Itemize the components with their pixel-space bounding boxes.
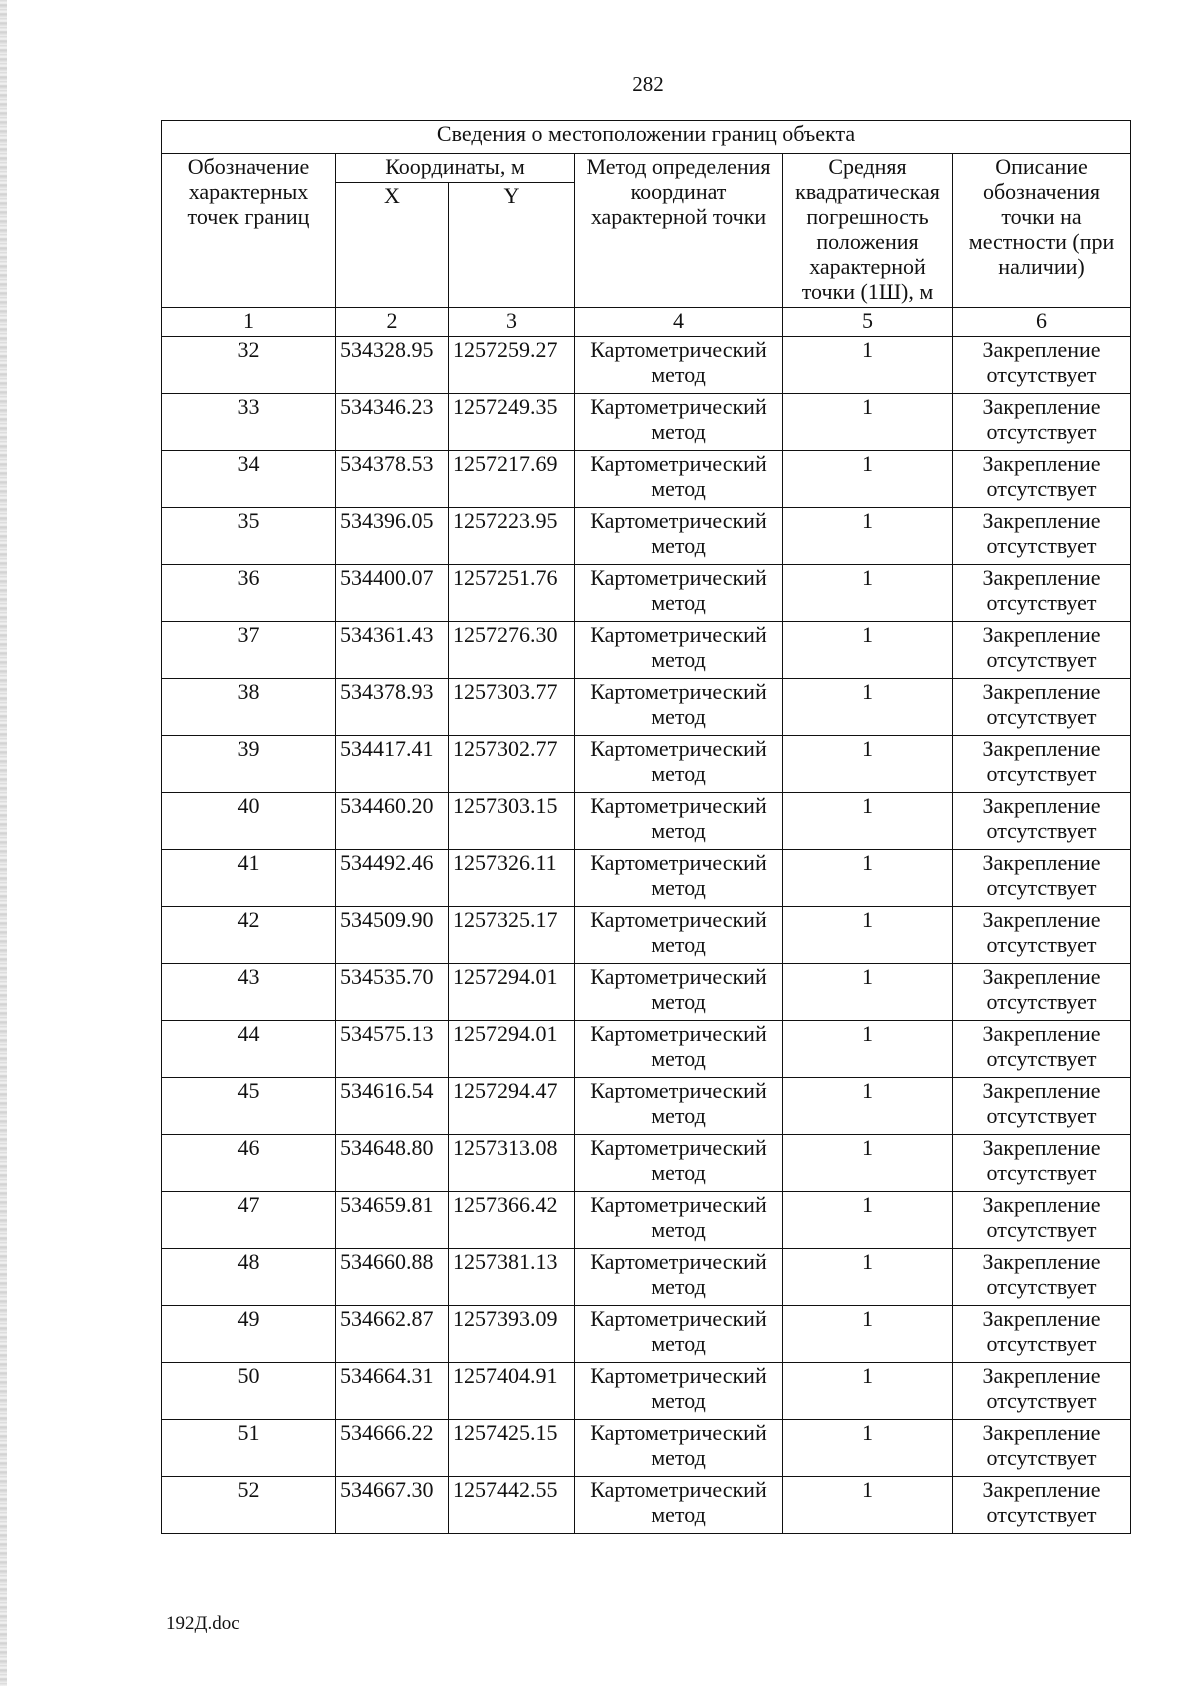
cell-y: 1257303.77: [449, 679, 575, 736]
table-row: [162, 793, 1131, 850]
cell-method: Картометрический метод: [575, 337, 783, 394]
cell-error: 1: [783, 622, 953, 679]
cell-point: 51: [162, 1420, 336, 1477]
cell-point: 45: [162, 1078, 336, 1135]
cell-x: 534616.54: [336, 1078, 449, 1135]
cell-description: Закрепление отсутствует: [953, 679, 1131, 736]
cell-y: 1257223.95: [449, 508, 575, 565]
column-number: 6: [953, 308, 1131, 337]
cell-x: 534492.46: [336, 850, 449, 907]
cell-error: 1: [783, 679, 953, 736]
column-number: 3: [449, 308, 575, 337]
column-number: 1: [162, 308, 336, 337]
cell-x: 534662.87: [336, 1306, 449, 1363]
cell-y: 1257326.11: [449, 850, 575, 907]
cell-y: 1257251.76: [449, 565, 575, 622]
cell-x: 534378.93: [336, 679, 449, 736]
table-row: [162, 565, 1131, 622]
cell-description: Закрепление отсутствует: [953, 565, 1131, 622]
cell-y: 1257325.17: [449, 907, 575, 964]
cell-y: 1257249.35: [449, 394, 575, 451]
table-row: [162, 964, 1131, 1021]
cell-y: 1257294.01: [449, 964, 575, 1021]
cell-x: 534378.53: [336, 451, 449, 508]
cell-x: 534417.41: [336, 736, 449, 793]
cell-description: Закрепление отсутствует: [953, 964, 1131, 1021]
cell-point: 36: [162, 565, 336, 622]
cell-y: 1257294.01: [449, 1021, 575, 1078]
table-row: [162, 1477, 1131, 1534]
cell-point: 35: [162, 508, 336, 565]
header-error: Средняя квадратическая погрешность положения характерной точки (1Ш), м: [783, 154, 953, 308]
cell-error: 1: [783, 1477, 953, 1534]
table-row: [162, 622, 1131, 679]
footer-filename: 192Д.doc: [166, 1613, 240, 1634]
cell-description: Закрепление отсутствует: [953, 508, 1131, 565]
cell-error: 1: [783, 850, 953, 907]
cell-error: 1: [783, 1363, 953, 1420]
cell-error: 1: [783, 1420, 953, 1477]
scan-edge: [0, 0, 7, 1686]
cell-description: Закрепление отсутствует: [953, 736, 1131, 793]
cell-point: 50: [162, 1363, 336, 1420]
cell-description: Закрепление отсутствует: [953, 1306, 1131, 1363]
cell-x: 534659.81: [336, 1192, 449, 1249]
boundary-coordinates-table: [161, 120, 1131, 1534]
table-row: [162, 451, 1131, 508]
cell-error: 1: [783, 1192, 953, 1249]
cell-point: 46: [162, 1135, 336, 1192]
header-x: X: [336, 183, 449, 308]
cell-point: 38: [162, 679, 336, 736]
cell-y: 1257294.47: [449, 1078, 575, 1135]
cell-y: 1257313.08: [449, 1135, 575, 1192]
cell-point: 41: [162, 850, 336, 907]
cell-y: 1257393.09: [449, 1306, 575, 1363]
cell-error: 1: [783, 1249, 953, 1306]
cell-method: Картометрический метод: [575, 1078, 783, 1135]
table-row: [162, 850, 1131, 907]
column-number: 4: [575, 308, 783, 337]
cell-y: 1257276.30: [449, 622, 575, 679]
cell-description: Закрепление отсутствует: [953, 1363, 1131, 1420]
cell-x: 534660.88: [336, 1249, 449, 1306]
cell-y: 1257404.91: [449, 1363, 575, 1420]
cell-method: Картометрический метод: [575, 1420, 783, 1477]
table-row: [162, 394, 1131, 451]
cell-y: 1257381.13: [449, 1249, 575, 1306]
cell-description: Закрепление отсутствует: [953, 793, 1131, 850]
cell-point: 42: [162, 907, 336, 964]
table-title: Сведения о местоположении границ объекта: [162, 121, 1131, 154]
cell-point: 48: [162, 1249, 336, 1306]
column-number: 2: [336, 308, 449, 337]
cell-point: 47: [162, 1192, 336, 1249]
cell-method: Картометрический метод: [575, 1021, 783, 1078]
cell-method: Картометрический метод: [575, 1135, 783, 1192]
cell-description: Закрепление отсутствует: [953, 1249, 1131, 1306]
cell-description: Закрепление отсутствует: [953, 394, 1131, 451]
cell-error: 1: [783, 565, 953, 622]
cell-description: Закрепление отсутствует: [953, 337, 1131, 394]
table-row: [162, 1249, 1131, 1306]
cell-method: Картометрический метод: [575, 1249, 783, 1306]
header-method: Метод определения координат характерной точки: [575, 154, 783, 308]
cell-x: 534509.90: [336, 907, 449, 964]
table-row: [162, 679, 1131, 736]
cell-error: 1: [783, 1306, 953, 1363]
cell-error: 1: [783, 1078, 953, 1135]
cell-x: 534396.05: [336, 508, 449, 565]
cell-error: 1: [783, 508, 953, 565]
table-row: [162, 508, 1131, 565]
header-description: Описание обозначения точки на местности (при наличии): [953, 154, 1131, 308]
cell-error: 1: [783, 1135, 953, 1192]
cell-point: 52: [162, 1477, 336, 1534]
table-row: [162, 1192, 1131, 1249]
cell-method: Картометрический метод: [575, 565, 783, 622]
cell-method: Картометрический метод: [575, 679, 783, 736]
table-row: [162, 1135, 1131, 1192]
cell-point: 33: [162, 394, 336, 451]
header-designation: Обозначение характерных точек границ: [162, 154, 336, 308]
table-row: [162, 1363, 1131, 1420]
cell-y: 1257425.15: [449, 1420, 575, 1477]
cell-x: 534666.22: [336, 1420, 449, 1477]
cell-x: 534535.70: [336, 964, 449, 1021]
cell-method: Картометрический метод: [575, 394, 783, 451]
cell-y: 1257302.77: [449, 736, 575, 793]
cell-description: Закрепление отсутствует: [953, 1477, 1131, 1534]
cell-method: Картометрический метод: [575, 451, 783, 508]
cell-method: Картометрический метод: [575, 964, 783, 1021]
cell-point: 32: [162, 337, 336, 394]
cell-error: 1: [783, 907, 953, 964]
cell-error: 1: [783, 394, 953, 451]
cell-point: 49: [162, 1306, 336, 1363]
cell-error: 1: [783, 964, 953, 1021]
cell-method: Картометрический метод: [575, 736, 783, 793]
table-row: [162, 337, 1131, 394]
page-number: 282: [632, 72, 664, 96]
cell-description: Закрепление отсутствует: [953, 1192, 1131, 1249]
cell-x: 534648.80: [336, 1135, 449, 1192]
cell-point: 37: [162, 622, 336, 679]
cell-error: 1: [783, 451, 953, 508]
table-row: [162, 1420, 1131, 1477]
cell-point: 44: [162, 1021, 336, 1078]
cell-point: 43: [162, 964, 336, 1021]
cell-method: Картометрический метод: [575, 508, 783, 565]
cell-y: 1257259.27: [449, 337, 575, 394]
cell-point: 39: [162, 736, 336, 793]
cell-method: Картометрический метод: [575, 850, 783, 907]
header-coordinates: Координаты, м: [336, 154, 575, 183]
cell-x: 534346.23: [336, 394, 449, 451]
table-row: [162, 1078, 1131, 1135]
cell-method: Картометрический метод: [575, 1192, 783, 1249]
cell-description: Закрепление отсутствует: [953, 907, 1131, 964]
cell-error: 1: [783, 337, 953, 394]
column-number: 5: [783, 308, 953, 337]
cell-description: Закрепление отсутствует: [953, 622, 1131, 679]
cell-x: 534361.43: [336, 622, 449, 679]
cell-description: Закрепление отсутствует: [953, 850, 1131, 907]
cell-method: Картометрический метод: [575, 907, 783, 964]
cell-method: Картометрический метод: [575, 1363, 783, 1420]
cell-error: 1: [783, 1021, 953, 1078]
cell-x: 534575.13: [336, 1021, 449, 1078]
cell-x: 534400.07: [336, 565, 449, 622]
cell-error: 1: [783, 793, 953, 850]
cell-description: Закрепление отсутствует: [953, 451, 1131, 508]
cell-error: 1: [783, 736, 953, 793]
cell-method: Картометрический метод: [575, 793, 783, 850]
cell-description: Закрепление отсутствует: [953, 1135, 1131, 1192]
cell-y: 1257366.42: [449, 1192, 575, 1249]
cell-x: 534664.31: [336, 1363, 449, 1420]
table-row: [162, 736, 1131, 793]
cell-y: 1257442.55: [449, 1477, 575, 1534]
cell-description: Закрепление отсутствует: [953, 1078, 1131, 1135]
table-body: [162, 337, 1131, 1534]
cell-x: 534667.30: [336, 1477, 449, 1534]
table-row: [162, 907, 1131, 964]
cell-method: Картометрический метод: [575, 1306, 783, 1363]
cell-x: 534328.95: [336, 337, 449, 394]
cell-x: 534460.20: [336, 793, 449, 850]
cell-description: Закрепление отсутствует: [953, 1021, 1131, 1078]
cell-y: 1257217.69: [449, 451, 575, 508]
table-row: [162, 1021, 1131, 1078]
cell-method: Картометрический метод: [575, 622, 783, 679]
header-y: Y: [449, 183, 575, 308]
cell-method: Картометрический метод: [575, 1477, 783, 1534]
cell-point: 34: [162, 451, 336, 508]
cell-point: 40: [162, 793, 336, 850]
cell-description: Закрепление отсутствует: [953, 1420, 1131, 1477]
cell-y: 1257303.15: [449, 793, 575, 850]
table-row: [162, 1306, 1131, 1363]
